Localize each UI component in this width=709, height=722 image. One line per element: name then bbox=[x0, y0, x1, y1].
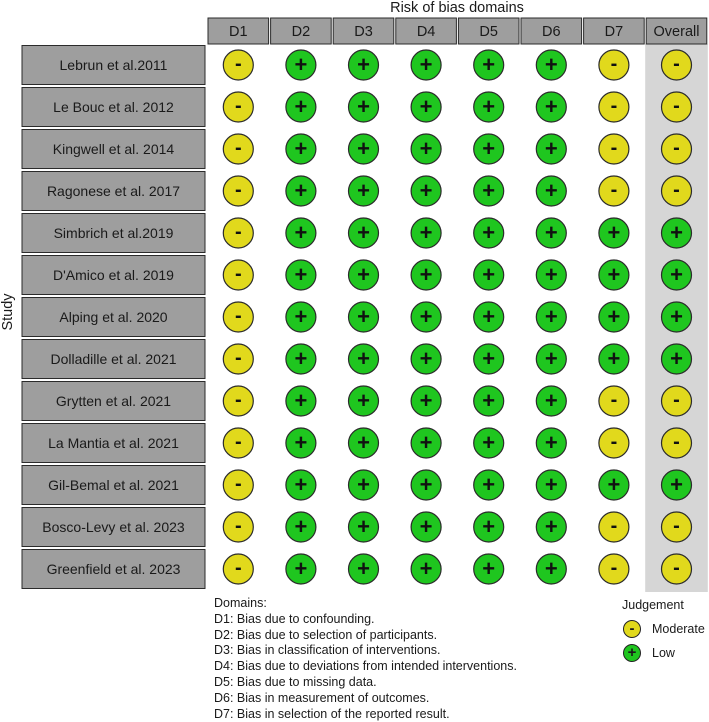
column-header-label: D5 bbox=[479, 24, 498, 40]
judgement-cell-lebrun-et-al-2011-d2 bbox=[286, 50, 316, 80]
judgement-cell-dolladille-et-al-2021-d2 bbox=[286, 344, 316, 374]
judgement-symbol: + bbox=[419, 514, 433, 539]
judgement-cell-bosco-levy-et-al-2023-d6 bbox=[536, 512, 566, 542]
judgement-symbol: + bbox=[294, 220, 308, 245]
judgement-cell-lebrun-et-al-2011-d1 bbox=[223, 50, 253, 80]
judgement-symbol: - bbox=[673, 137, 680, 159]
judgement-symbol: - bbox=[234, 263, 242, 285]
judgement-symbol: - bbox=[610, 95, 618, 117]
column-header-label: D4 bbox=[416, 24, 436, 40]
study-label-la-mantia-et-al-2021: La Mantia et al. 2021 bbox=[48, 435, 179, 451]
column-header-label: D1 bbox=[229, 24, 248, 40]
judgement-cell-lebrun-et-al-2011-d6 bbox=[536, 50, 566, 80]
judgement-symbol: + bbox=[419, 262, 433, 287]
judgement-symbol: + bbox=[607, 304, 621, 329]
judgement-cell-grytten-et-al-2021-d2 bbox=[286, 386, 316, 416]
study-label-dolladille-et-al-2021: Dolladille et al. 2021 bbox=[50, 351, 177, 367]
study-row-label bbox=[22, 214, 205, 253]
judgement-cell-bosco-levy-et-al-2023-d2 bbox=[286, 512, 316, 542]
domain-description-d5: D5: Bias due to missing data. bbox=[214, 674, 377, 689]
judgement-cell-d-amico-et-al-2019-d5 bbox=[474, 260, 504, 290]
judgement-symbol: + bbox=[544, 514, 558, 539]
judgement-cell-kingwell-et-al-2014-d6 bbox=[536, 134, 566, 164]
judgement-cell-le-bouc-et-al-2012-d4 bbox=[411, 92, 441, 122]
judgement-cell-alping-et-al-2020-d2 bbox=[286, 302, 316, 332]
study-label-lebrun-et-al-2011: Lebrun et al.2011 bbox=[59, 57, 168, 73]
judgement-cell-la-mantia-et-al-2021-d4 bbox=[411, 428, 441, 458]
judgement-cell-dolladille-et-al-2021-d3 bbox=[349, 344, 379, 374]
judgement-cell-la-mantia-et-al-2021-overall bbox=[662, 428, 692, 458]
judgement-symbol: - bbox=[234, 221, 242, 243]
judgement-cell-d-amico-et-al-2019-d3 bbox=[349, 260, 379, 290]
y-axis-label: Study bbox=[0, 293, 16, 331]
judgement-cell-le-bouc-et-al-2012-d5 bbox=[474, 92, 504, 122]
judgement-symbol: - bbox=[234, 473, 242, 495]
judgement-cell-simbrich-et-al-2019-d7 bbox=[599, 218, 629, 248]
study-label-greenfield-et-al-2023: Greenfield et al. 2023 bbox=[46, 561, 181, 577]
judgement-symbol: + bbox=[607, 472, 621, 497]
judgement-cell-dolladille-et-al-2021-d1 bbox=[223, 344, 253, 374]
judgement-symbol: + bbox=[419, 304, 433, 329]
judgement-symbol: + bbox=[544, 430, 558, 455]
domain-description-d2: D2: Bias due to selection of participants. bbox=[214, 627, 438, 642]
judgement-cell-gil-bemal-et-al-2021-d3 bbox=[349, 470, 379, 500]
column-header-d7 bbox=[584, 18, 645, 44]
judgement-cell-d-amico-et-al-2019-d4 bbox=[411, 260, 441, 290]
judgement-cell-lebrun-et-al-2011-d5 bbox=[474, 50, 504, 80]
judgement-symbol: + bbox=[607, 346, 621, 371]
judgement-cell-gil-bemal-et-al-2021-d6 bbox=[536, 470, 566, 500]
judgement-cell-kingwell-et-al-2014-d1 bbox=[223, 134, 253, 164]
judgement-symbol: + bbox=[482, 514, 496, 539]
judgement-cell-ragonese-et-al-2017-d4 bbox=[411, 176, 441, 206]
chart-title: Risk of bias domains bbox=[390, 0, 524, 16]
judgement-cell-alping-et-al-2020-d3 bbox=[349, 302, 379, 332]
domains-legend-title: Domains: bbox=[214, 596, 267, 610]
judgement-cell-kingwell-et-al-2014-d3 bbox=[349, 134, 379, 164]
judgement-cell-kingwell-et-al-2014-d5 bbox=[474, 134, 504, 164]
judgement-symbol: - bbox=[673, 557, 680, 579]
judgement-symbol: + bbox=[419, 472, 433, 497]
study-row-label bbox=[22, 130, 205, 169]
judgement-symbol: + bbox=[482, 178, 496, 203]
judgement-symbol: - bbox=[673, 389, 680, 411]
judgement-symbol: + bbox=[544, 178, 558, 203]
judgement-legend-low-label: Low bbox=[652, 646, 675, 660]
judgement-cell-dolladille-et-al-2021-d6 bbox=[536, 344, 566, 374]
judgement-cell-simbrich-et-al-2019-d2 bbox=[286, 218, 316, 248]
judgement-symbol: - bbox=[673, 53, 680, 75]
judgement-cell-kingwell-et-al-2014-d7 bbox=[599, 134, 629, 164]
judgement-cell-ragonese-et-al-2017-overall bbox=[662, 176, 692, 206]
judgement-symbol: + bbox=[544, 346, 558, 371]
judgement-cell-greenfield-et-al-2023-d5 bbox=[474, 554, 504, 584]
low-icon: + bbox=[623, 644, 641, 662]
judgement-cell-greenfield-et-al-2023-overall bbox=[662, 554, 692, 584]
judgement-symbol: - bbox=[234, 389, 242, 411]
judgement-cell-dolladille-et-al-2021-d7 bbox=[599, 344, 629, 374]
judgement-symbol: + bbox=[419, 136, 433, 161]
judgement-symbol: + bbox=[419, 220, 433, 245]
judgement-symbol: + bbox=[670, 346, 683, 371]
judgement-symbol: + bbox=[357, 94, 370, 119]
judgement-symbol: - bbox=[610, 557, 618, 579]
judgement-legend-moderate-label: Moderate bbox=[652, 622, 705, 636]
judgement-symbol: + bbox=[357, 262, 370, 287]
judgement-symbol: + bbox=[357, 220, 370, 245]
judgement-symbol: + bbox=[357, 472, 370, 497]
judgement-cell-d-amico-et-al-2019-overall bbox=[662, 260, 692, 290]
judgement-cell-d-amico-et-al-2019-d6 bbox=[536, 260, 566, 290]
judgement-cell-simbrich-et-al-2019-d4 bbox=[411, 218, 441, 248]
judgement-cell-greenfield-et-al-2023-d4 bbox=[411, 554, 441, 584]
judgement-cell-simbrich-et-al-2019-d6 bbox=[536, 218, 566, 248]
judgement-cell-la-mantia-et-al-2021-d5 bbox=[474, 428, 504, 458]
study-label-d-amico-et-al-2019: D'Amico et al. 2019 bbox=[53, 267, 174, 283]
judgement-cell-simbrich-et-al-2019-overall bbox=[662, 218, 692, 248]
judgement-cell-grytten-et-al-2021-d1 bbox=[223, 386, 253, 416]
study-row-label bbox=[22, 172, 205, 211]
judgement-symbol: - bbox=[234, 305, 242, 327]
judgement-symbol: + bbox=[482, 472, 496, 497]
judgement-cell-gil-bemal-et-al-2021-d7 bbox=[599, 470, 629, 500]
judgement-cell-lebrun-et-al-2011-d4 bbox=[411, 50, 441, 80]
judgement-cell-ragonese-et-al-2017-d5 bbox=[474, 176, 504, 206]
judgement-cell-simbrich-et-al-2019-d1 bbox=[223, 218, 253, 248]
column-header-d2 bbox=[271, 18, 332, 44]
judgement-symbol: + bbox=[607, 262, 621, 287]
judgement-cell-dolladille-et-al-2021-d4 bbox=[411, 344, 441, 374]
judgement-cell-gil-bemal-et-al-2021-d1 bbox=[223, 470, 253, 500]
judgement-cell-le-bouc-et-al-2012-d7 bbox=[599, 92, 629, 122]
judgement-symbol: + bbox=[419, 388, 433, 413]
judgement-symbol: + bbox=[544, 262, 558, 287]
judgement-symbol: + bbox=[544, 388, 558, 413]
judgement-cell-la-mantia-et-al-2021-d1 bbox=[223, 428, 253, 458]
judgement-symbol: + bbox=[357, 556, 370, 581]
judgement-cell-bosco-levy-et-al-2023-d3 bbox=[349, 512, 379, 542]
study-row-label bbox=[22, 382, 205, 421]
judgement-cell-greenfield-et-al-2023-d3 bbox=[349, 554, 379, 584]
judgement-symbol: + bbox=[482, 556, 496, 581]
judgement-symbol: + bbox=[294, 304, 308, 329]
column-header-d1 bbox=[208, 18, 269, 44]
judgement-symbol: + bbox=[419, 430, 433, 455]
judgement-symbol: + bbox=[544, 472, 558, 497]
judgement-symbol: + bbox=[544, 94, 558, 119]
judgement-cell-dolladille-et-al-2021-overall bbox=[662, 344, 692, 374]
judgement-symbol: + bbox=[482, 430, 496, 455]
domain-description-d3: D3: Bias in classification of interventions. bbox=[214, 643, 441, 658]
judgement-symbol: - bbox=[673, 431, 680, 453]
judgement-symbol: + bbox=[670, 220, 683, 245]
judgement-cell-gil-bemal-et-al-2021-overall bbox=[662, 470, 692, 500]
column-header-overall bbox=[646, 18, 707, 44]
judgement-symbol: + bbox=[294, 388, 308, 413]
judgement-cell-lebrun-et-al-2011-overall bbox=[662, 50, 692, 80]
domain-description-d6: D6: Bias in measurement of outcomes. bbox=[214, 690, 430, 705]
judgement-symbol: + bbox=[544, 556, 558, 581]
judgement-cell-la-mantia-et-al-2021-d6 bbox=[536, 428, 566, 458]
judgement-cell-ragonese-et-al-2017-d3 bbox=[349, 176, 379, 206]
judgement-cell-le-bouc-et-al-2012-d1 bbox=[223, 92, 253, 122]
judgement-symbol: + bbox=[482, 262, 496, 287]
judgement-symbol: + bbox=[544, 136, 558, 161]
judgement-symbol: - bbox=[610, 179, 618, 201]
judgement-symbol: + bbox=[357, 388, 370, 413]
judgement-cell-ragonese-et-al-2017-d1 bbox=[223, 176, 253, 206]
judgement-symbol: + bbox=[294, 430, 308, 455]
column-header-d4 bbox=[396, 18, 457, 44]
judgement-symbol: + bbox=[670, 304, 683, 329]
judgement-symbol: + bbox=[419, 346, 433, 371]
judgement-symbol: + bbox=[607, 220, 621, 245]
judgement-cell-grytten-et-al-2021-d7 bbox=[599, 386, 629, 416]
judgement-cell-le-bouc-et-al-2012-d6 bbox=[536, 92, 566, 122]
judgement-symbol: - bbox=[234, 347, 242, 369]
judgement-cell-kingwell-et-al-2014-d4 bbox=[411, 134, 441, 164]
column-header-label: Overall bbox=[653, 24, 700, 40]
judgement-symbol: + bbox=[544, 220, 558, 245]
judgement-legend-title: Judgement bbox=[622, 598, 684, 612]
judgement-cell-bosco-levy-et-al-2023-d7 bbox=[599, 512, 629, 542]
judgement-symbol: + bbox=[357, 178, 370, 203]
judgement-cell-kingwell-et-al-2014-d2 bbox=[286, 134, 316, 164]
judgement-symbol: + bbox=[294, 136, 308, 161]
judgement-cell-d-amico-et-al-2019-d1 bbox=[223, 260, 253, 290]
judgement-symbol: + bbox=[419, 178, 433, 203]
judgement-symbol: - bbox=[234, 53, 242, 75]
judgement-cell-grytten-et-al-2021-d3 bbox=[349, 386, 379, 416]
judgement-cell-dolladille-et-al-2021-d5 bbox=[474, 344, 504, 374]
judgement-cell-alping-et-al-2020-overall bbox=[662, 302, 692, 332]
study-label-simbrich-et-al-2019: Simbrich et al.2019 bbox=[53, 225, 174, 241]
study-label-grytten-et-al-2021: Grytten et al. 2021 bbox=[55, 393, 172, 409]
domain-description-d1: D1: Bias due to confounding. bbox=[214, 611, 375, 626]
judgement-legend-moderate bbox=[622, 618, 708, 642]
judgement-symbol: - bbox=[234, 95, 242, 117]
judgement-symbol: + bbox=[357, 346, 370, 371]
judgement-symbol: - bbox=[673, 95, 680, 117]
domain-description-d7: D7: Bias in selection of the reported result. bbox=[214, 706, 450, 721]
judgement-cell-greenfield-et-al-2023-d7 bbox=[599, 554, 629, 584]
study-label-ragonese-et-al-2017: Ragonese et al. 2017 bbox=[46, 183, 181, 199]
judgement-symbol: + bbox=[482, 388, 496, 413]
judgement-symbol: - bbox=[610, 515, 618, 537]
judgement-symbol: - bbox=[610, 53, 618, 75]
domains-legend bbox=[214, 596, 614, 722]
study-row-label bbox=[22, 508, 205, 547]
judgement-cell-alping-et-al-2020-d5 bbox=[474, 302, 504, 332]
judgement-cell-bosco-levy-et-al-2023-d4 bbox=[411, 512, 441, 542]
judgement-cell-la-mantia-et-al-2021-d2 bbox=[286, 428, 316, 458]
judgement-cell-gil-bemal-et-al-2021-d4 bbox=[411, 470, 441, 500]
judgement-symbol: - bbox=[234, 431, 242, 453]
judgement-cell-greenfield-et-al-2023-d1 bbox=[223, 554, 253, 584]
judgement-cell-simbrich-et-al-2019-d5 bbox=[474, 218, 504, 248]
judgement-symbol: + bbox=[357, 514, 370, 539]
judgement-symbol: + bbox=[294, 94, 308, 119]
judgement-cell-gil-bemal-et-al-2021-d2 bbox=[286, 470, 316, 500]
judgement-cell-alping-et-al-2020-d6 bbox=[536, 302, 566, 332]
study-row-label bbox=[22, 298, 205, 337]
judgement-cell-ragonese-et-al-2017-d6 bbox=[536, 176, 566, 206]
judgement-symbol: + bbox=[357, 304, 370, 329]
column-header-label: D3 bbox=[354, 24, 373, 40]
judgement-symbol: + bbox=[419, 556, 433, 581]
judgement-cell-grytten-et-al-2021-d4 bbox=[411, 386, 441, 416]
judgement-cell-d-amico-et-al-2019-d7 bbox=[599, 260, 629, 290]
judgement-cell-grytten-et-al-2021-d6 bbox=[536, 386, 566, 416]
study-row-label bbox=[22, 256, 205, 295]
judgement-symbol: + bbox=[294, 178, 308, 203]
column-header-label: D2 bbox=[291, 24, 311, 40]
judgement-cell-la-mantia-et-al-2021-d3 bbox=[349, 428, 379, 458]
judgement-symbol: - bbox=[234, 557, 242, 579]
judgement-cell-le-bouc-et-al-2012-d3 bbox=[349, 92, 379, 122]
judgement-cell-grytten-et-al-2021-overall bbox=[662, 386, 692, 416]
study-row-label bbox=[22, 46, 205, 85]
judgement-symbol: + bbox=[482, 220, 496, 245]
judgement-symbol: + bbox=[419, 94, 433, 119]
judgement-cell-bosco-levy-et-al-2023-d5 bbox=[474, 512, 504, 542]
judgement-cell-greenfield-et-al-2023-d6 bbox=[536, 554, 566, 584]
judgement-cell-ragonese-et-al-2017-d7 bbox=[599, 176, 629, 206]
column-header-d6 bbox=[521, 18, 582, 44]
judgement-cell-alping-et-al-2020-d7 bbox=[599, 302, 629, 332]
judgement-symbol: + bbox=[482, 52, 496, 77]
judgement-symbol: + bbox=[294, 52, 308, 77]
study-row-label bbox=[22, 88, 205, 127]
study-label-bosco-levy-et-al-2023: Bosco-Levy et al. 2023 bbox=[42, 519, 185, 535]
study-row-label bbox=[22, 550, 205, 589]
judgement-symbol: - bbox=[234, 137, 242, 159]
judgement-cell-alping-et-al-2020-d1 bbox=[223, 302, 253, 332]
judgement-cell-lebrun-et-al-2011-d3 bbox=[349, 50, 379, 80]
judgement-symbol: + bbox=[357, 136, 370, 161]
judgement-symbol: - bbox=[234, 515, 242, 537]
study-row-label bbox=[22, 424, 205, 463]
judgement-symbol: + bbox=[544, 304, 558, 329]
judgement-symbol: + bbox=[357, 52, 370, 77]
judgement-symbol: + bbox=[294, 472, 308, 497]
judgement-symbol: + bbox=[482, 136, 496, 161]
column-header-d5 bbox=[458, 18, 519, 44]
judgement-symbol: + bbox=[294, 262, 308, 287]
domain-description-d4: D4: Bias due to deviations from intended interventions. bbox=[214, 659, 517, 674]
judgement-symbol: + bbox=[357, 430, 370, 455]
judgement-symbol: - bbox=[673, 515, 680, 537]
study-label-le-bouc-et-al-2012: Le Bouc et al. 2012 bbox=[53, 99, 174, 115]
column-header-label: D6 bbox=[542, 24, 561, 40]
judgement-symbol: + bbox=[544, 52, 558, 77]
judgement-symbol: - bbox=[610, 431, 618, 453]
study-label-gil-bemal-et-al-2021: Gil-Bemal et al. 2021 bbox=[48, 477, 179, 493]
column-header-label: D7 bbox=[604, 24, 624, 40]
judgement-symbol: + bbox=[482, 94, 496, 119]
judgement-cell-bosco-levy-et-al-2023-overall bbox=[662, 512, 692, 542]
study-label-alping-et-al-2020: Alping et al. 2020 bbox=[59, 309, 168, 325]
study-label-kingwell-et-al-2014: Kingwell et al. 2014 bbox=[52, 141, 175, 157]
judgement-symbol: + bbox=[670, 262, 683, 287]
judgement-symbol: - bbox=[234, 179, 242, 201]
judgement-cell-ragonese-et-al-2017-d2 bbox=[286, 176, 316, 206]
judgement-cell-d-amico-et-al-2019-d2 bbox=[286, 260, 316, 290]
judgement-cell-lebrun-et-al-2011-d7 bbox=[599, 50, 629, 80]
moderate-icon: - bbox=[623, 620, 641, 638]
judgement-symbol: + bbox=[294, 514, 308, 539]
judgement-symbol: + bbox=[482, 346, 496, 371]
judgement-cell-grytten-et-al-2021-d5 bbox=[474, 386, 504, 416]
judgement-symbol: + bbox=[294, 556, 308, 581]
study-row-label bbox=[22, 466, 205, 505]
judgement-cell-simbrich-et-al-2019-d3 bbox=[349, 218, 379, 248]
judgement-cell-la-mantia-et-al-2021-d7 bbox=[599, 428, 629, 458]
judgement-symbol: + bbox=[670, 472, 683, 497]
judgement-legend-low bbox=[622, 642, 708, 666]
judgement-cell-greenfield-et-al-2023-d2 bbox=[286, 554, 316, 584]
judgement-symbol: - bbox=[610, 137, 618, 159]
column-header-d3 bbox=[333, 18, 394, 44]
judgement-cell-alping-et-al-2020-d4 bbox=[411, 302, 441, 332]
judgement-cell-le-bouc-et-al-2012-d2 bbox=[286, 92, 316, 122]
judgement-cell-gil-bemal-et-al-2021-d5 bbox=[474, 470, 504, 500]
judgement-symbol: - bbox=[673, 179, 680, 201]
judgement-symbol: + bbox=[482, 304, 496, 329]
judgement-cell-bosco-levy-et-al-2023-d1 bbox=[223, 512, 253, 542]
judgement-cell-le-bouc-et-al-2012-overall bbox=[662, 92, 692, 122]
judgement-cell-kingwell-et-al-2014-overall bbox=[662, 134, 692, 164]
judgement-symbol: - bbox=[610, 389, 618, 411]
judgement-symbol: + bbox=[294, 346, 308, 371]
study-row-label bbox=[22, 340, 205, 379]
judgement-symbol: + bbox=[419, 52, 433, 77]
